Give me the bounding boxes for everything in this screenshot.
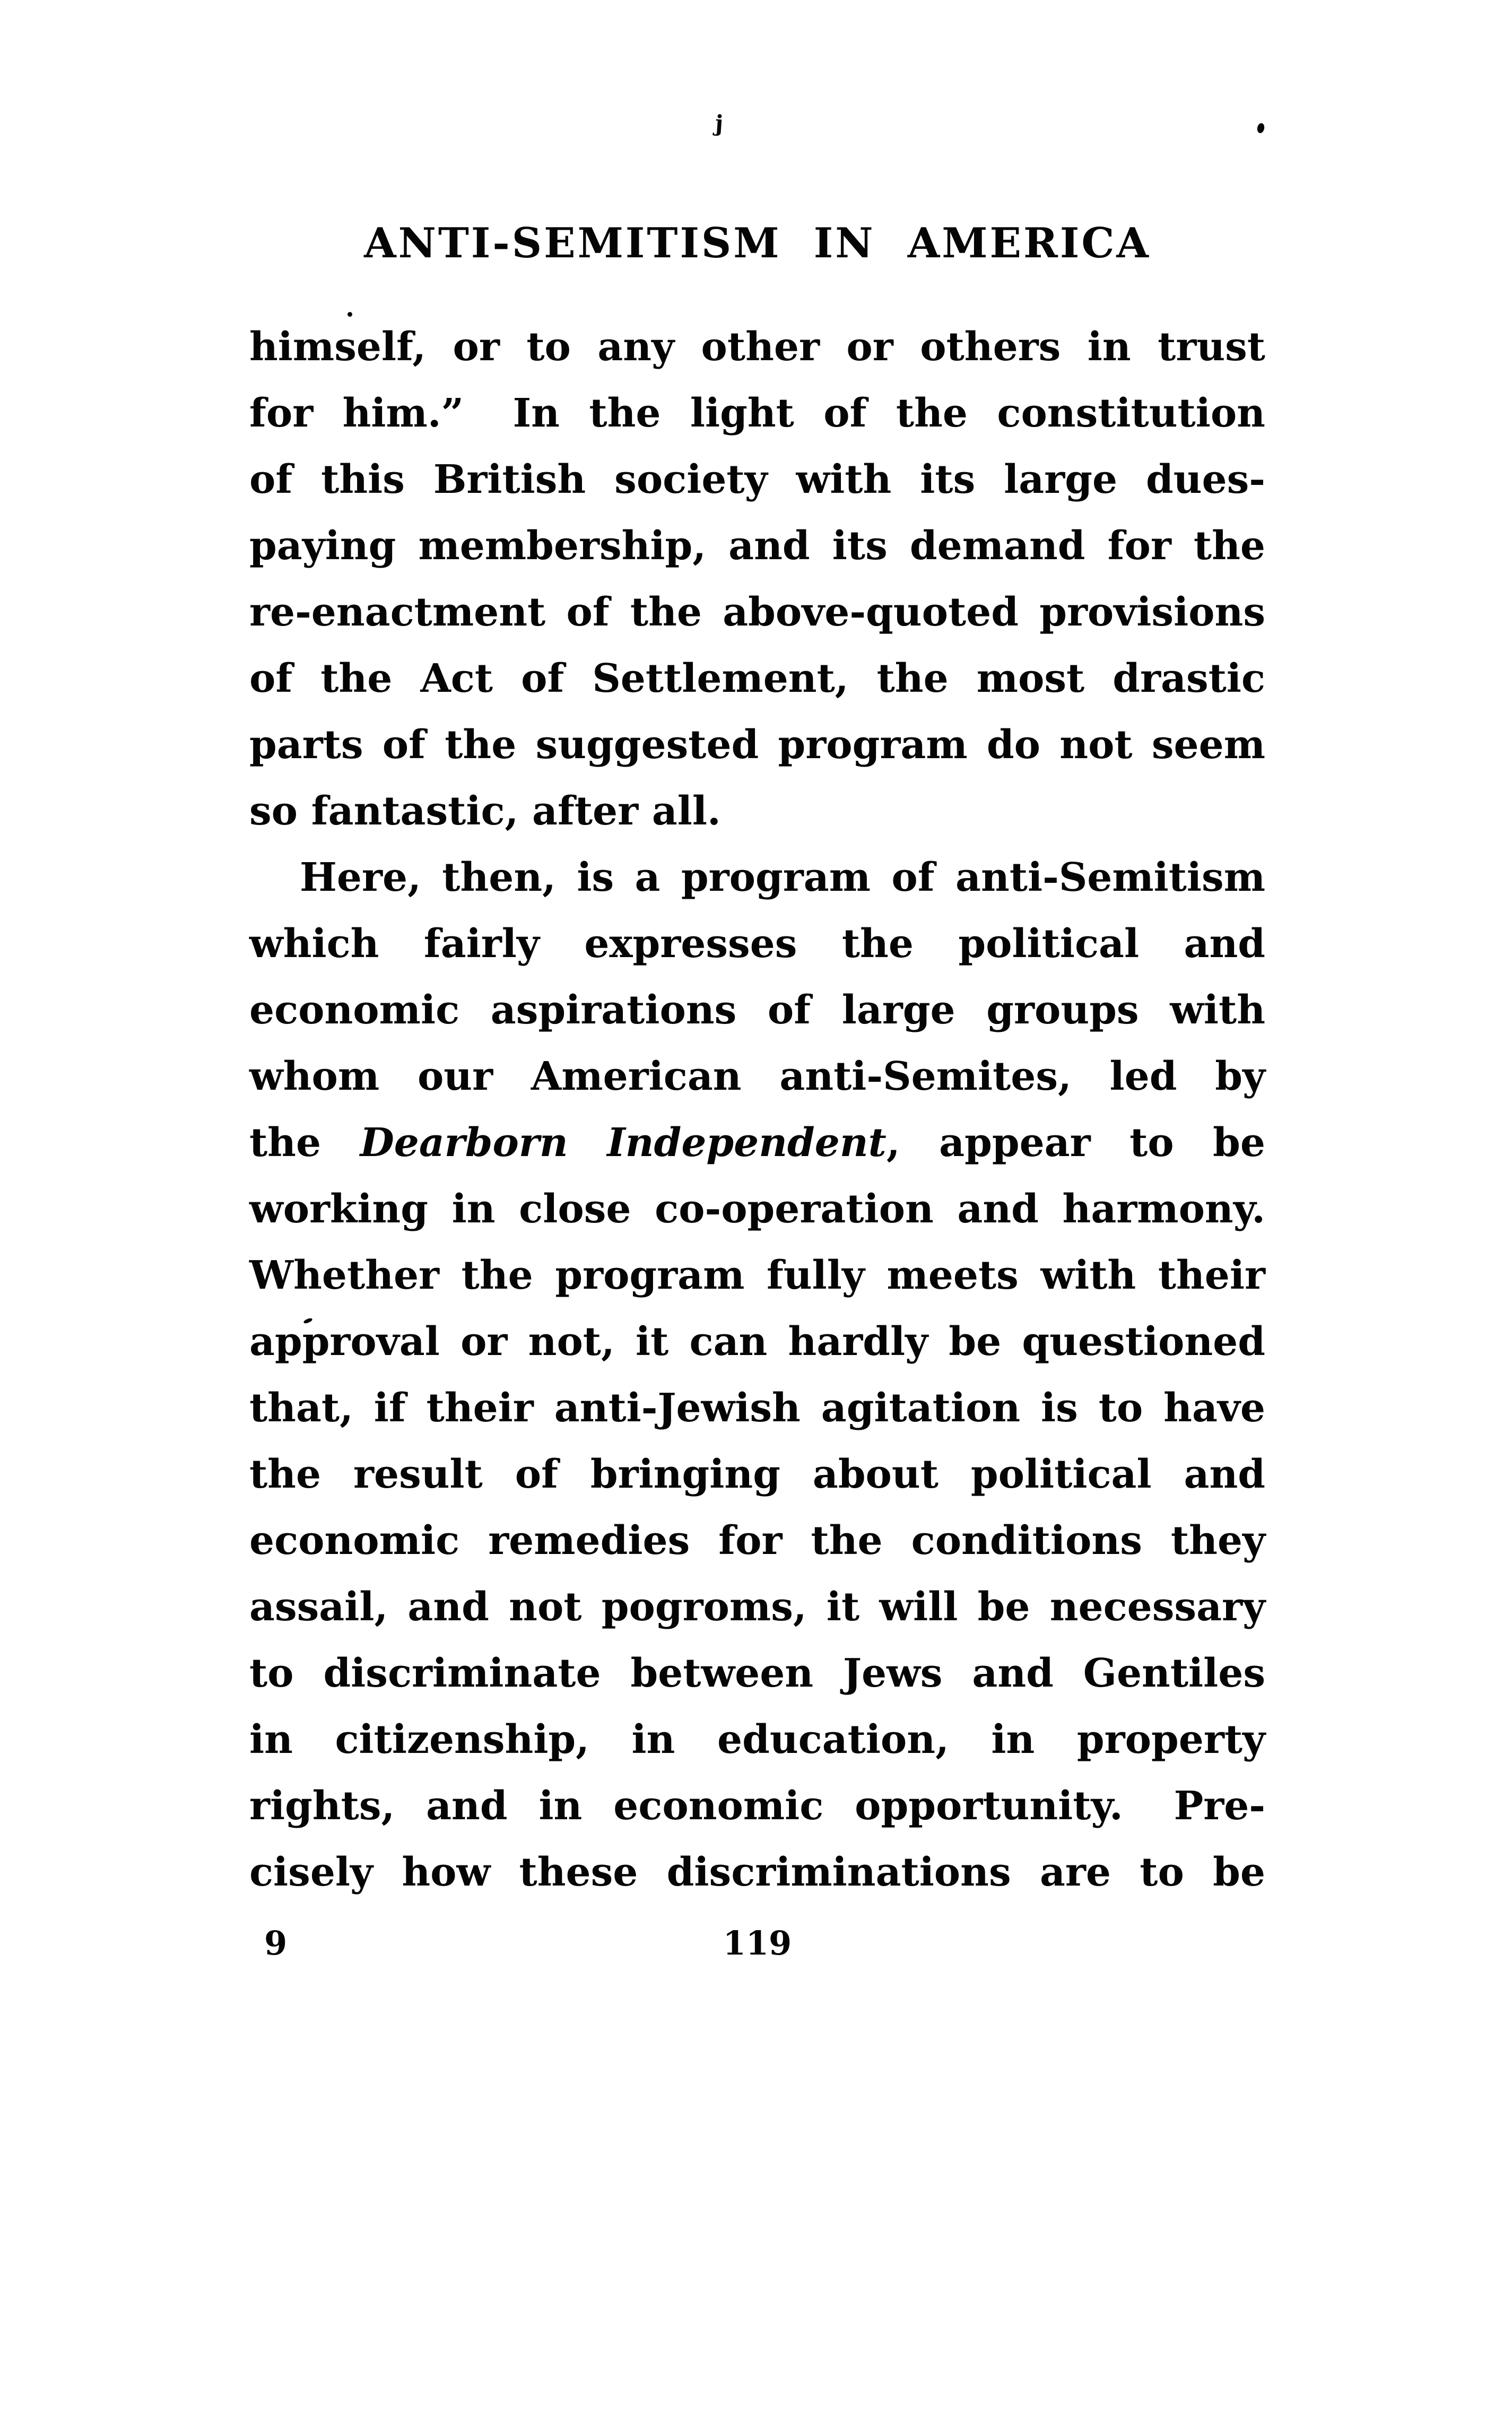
page-number: 119 — [723, 1924, 792, 1963]
text-segment: Whether the program fully meets with their — [249, 1253, 1265, 1298]
text-line — [249, 1508, 1265, 1574]
text-line — [249, 314, 1265, 380]
text-line — [249, 778, 1265, 845]
running-head-title: ANTI-SEMITISM IN AMERICA — [364, 219, 1151, 267]
text-segment: the result of bringing about political and — [249, 1452, 1265, 1497]
text-line — [249, 1243, 1265, 1309]
text-line — [249, 1442, 1265, 1508]
text-line — [249, 712, 1265, 778]
text-segment: for him.” In the light of the constitution — [249, 390, 1265, 436]
text-segment: paying membership, and its demand for the — [249, 523, 1265, 569]
text-line — [249, 579, 1265, 646]
text-segment: of this British society with its large dues- — [249, 457, 1265, 502]
text-segment: Here, then, is a program of anti-Semitism — [300, 855, 1265, 900]
text-segment: that, if their anti-Jewish agitation is to have — [249, 1385, 1265, 1431]
text-segment: whom our American anti-Semites, led by — [249, 1054, 1265, 1099]
page-footer — [249, 1910, 1265, 1976]
text-line — [249, 447, 1265, 513]
text-line — [249, 1176, 1265, 1243]
text-line — [249, 1707, 1265, 1773]
text-segment: parts of the suggested program do not seem — [249, 722, 1265, 768]
text-line — [249, 646, 1265, 712]
text-segment: working in close co-operation and harmony. — [249, 1186, 1265, 1232]
text-segment: himself, or to any other or others in trust — [249, 324, 1265, 370]
text-segment: in citizenship, in education, in property — [249, 1717, 1265, 1762]
text-line — [249, 1309, 1265, 1375]
signature-mark: 9 — [264, 1924, 288, 1963]
body-text — [249, 314, 1265, 1906]
text-line — [249, 513, 1265, 579]
text-segment: re-enactment of the above-quoted provisions — [249, 589, 1265, 635]
text-segment: the — [249, 1120, 360, 1166]
text-line — [249, 1773, 1265, 1839]
text-line — [249, 1640, 1265, 1707]
text-segment: assail, and not pogroms, it will be necessary — [249, 1584, 1265, 1630]
text-segment: which fairly expresses the political and — [249, 921, 1265, 967]
text-segment: economic aspirations of large groups with — [249, 987, 1265, 1033]
text-segment: of the Act of Settlement, the most drastic — [249, 656, 1265, 701]
text-segment: cisely how these discriminations are to be — [249, 1849, 1265, 1895]
text-segment: rights, and in economic opportunity. Pre- — [249, 1783, 1265, 1829]
ink-speck-dot — [1256, 123, 1265, 134]
text-line — [249, 1044, 1265, 1110]
text-line — [249, 977, 1265, 1044]
text-line — [249, 1839, 1265, 1906]
text-line — [249, 1574, 1265, 1640]
italic-text-segment: Dearborn Independent — [360, 1120, 887, 1166]
text-line — [249, 911, 1265, 977]
text-segment: economic remedies for the conditions they — [249, 1518, 1265, 1564]
text-line — [249, 380, 1265, 447]
text-segment: , appear to be — [886, 1120, 1266, 1166]
text-segment: approval or not, it can hardly be questioned — [249, 1319, 1265, 1365]
text-line — [249, 845, 1265, 911]
ink-speck-mark: j — [714, 110, 724, 137]
text-segment: to discriminate between Jews and Gentiles — [249, 1651, 1265, 1696]
text-line — [249, 1375, 1265, 1442]
text-segment: so fantastic, after all. — [249, 788, 721, 834]
text-line — [249, 1110, 1265, 1176]
